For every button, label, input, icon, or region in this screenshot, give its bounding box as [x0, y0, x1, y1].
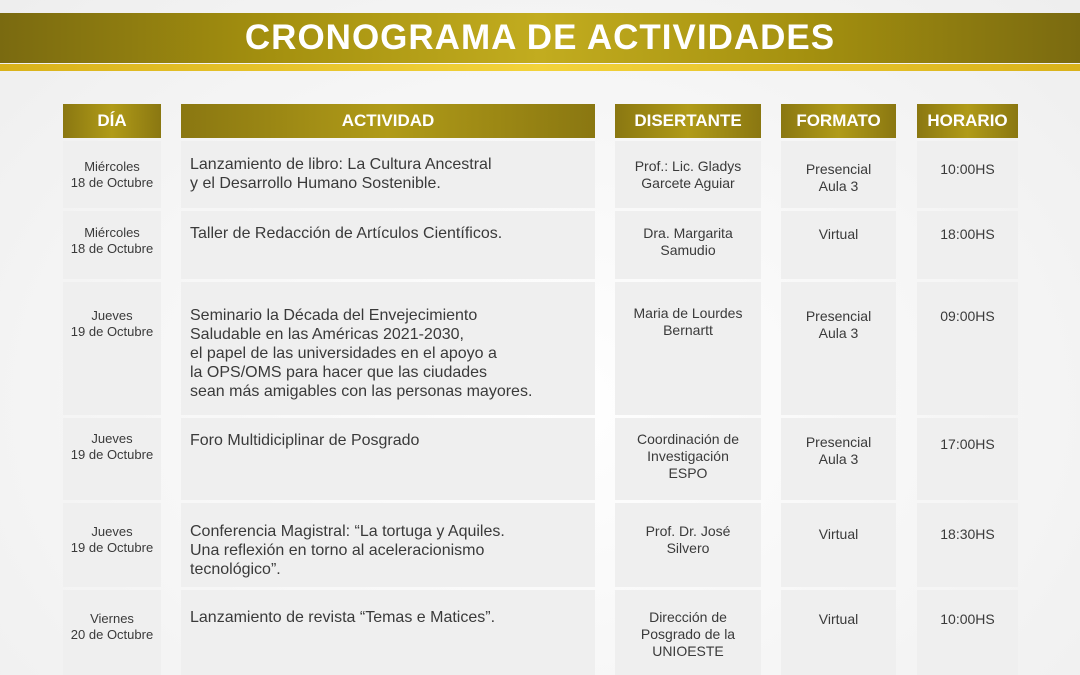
time-cell: [917, 418, 1018, 500]
format-line: Aula 3: [818, 325, 859, 341]
speaker-line: Investigación: [647, 448, 729, 464]
day-date: 19 de Octubre: [70, 324, 154, 339]
speaker-cell: [615, 282, 761, 415]
page-title: CRONOGRAMA DE ACTIVIDADES: [244, 18, 836, 57]
time-value: 18:30HS: [940, 526, 995, 542]
day-cell: [63, 141, 161, 208]
speaker-line: Bernartt: [663, 322, 713, 338]
day-date: 20 de Octubre: [70, 627, 154, 642]
format-line: Virtual: [818, 526, 859, 542]
header-day: DÍA: [63, 104, 161, 138]
day-date: 19 de Octubre: [70, 447, 154, 462]
header-speaker: DISERTANTE: [615, 104, 761, 138]
day-weekday: Viernes: [90, 611, 134, 626]
format-line: Aula 3: [818, 178, 859, 194]
accent-line: [0, 64, 1080, 71]
format-cell: [781, 503, 896, 587]
format-line: Presencial: [805, 308, 872, 324]
time-cell: [917, 590, 1018, 675]
time-cell: [917, 282, 1018, 415]
activity-line: Conferencia Magistral: “La tortuga y Aquiles.: [190, 523, 505, 540]
time-value: 10:00HS: [940, 611, 995, 627]
speaker-cell: [615, 418, 761, 500]
time-value: 18:00HS: [940, 226, 995, 242]
activity-line: y el Desarrollo Humano Sostenible.: [190, 175, 441, 192]
format-line: Presencial: [805, 434, 872, 450]
format-line: Aula 3: [818, 451, 859, 467]
speaker-line: Prof.: Lic. Gladys: [634, 158, 742, 174]
speaker-line: Maria de Lourdes: [633, 305, 743, 321]
format-line: Virtual: [818, 226, 859, 242]
day-weekday: Jueves: [91, 431, 133, 446]
activity-cell: [181, 282, 595, 415]
activity-line: Foro Multidiciplinar de Posgrado: [190, 432, 420, 449]
header-format: FORMATO: [781, 104, 896, 138]
day-date: 18 de Octubre: [70, 241, 154, 256]
time-value: 17:00HS: [940, 436, 995, 452]
speaker-cell: [615, 211, 761, 279]
activity-line: Lanzamiento de libro: La Cultura Ancestral: [190, 156, 492, 173]
activity-cell: [181, 141, 595, 208]
speaker-line: ESPO: [668, 465, 708, 481]
speaker-line: Silvero: [666, 540, 710, 556]
speaker-cell: [615, 503, 761, 587]
activity-cell: [181, 590, 595, 675]
day-cell: [63, 503, 161, 587]
day-cell: [63, 418, 161, 500]
format-cell: [781, 141, 896, 208]
activity-line: Seminario la Década del Envejecimiento: [190, 307, 478, 324]
activity-line: Lanzamiento de revista “Temas e Matices”.: [190, 609, 496, 626]
day-weekday: Miércoles: [84, 159, 140, 174]
speaker-line: Dirección de: [649, 609, 727, 625]
speaker-line: Prof. Dr. José: [645, 523, 731, 539]
format-line: Virtual: [818, 611, 859, 627]
format-cell: [781, 418, 896, 500]
day-cell: [63, 590, 161, 675]
format-line: Presencial: [805, 161, 872, 177]
speaker-line: Posgrado de la: [640, 626, 736, 642]
activity-line: la OPS/OMS para hacer que las ciudades: [190, 364, 488, 381]
speaker-cell: [615, 141, 761, 208]
day-weekday: Miércoles: [84, 225, 140, 240]
speaker-line: Dra. Margarita: [643, 225, 733, 241]
activity-line: Taller de Redacción de Artículos Científicos.: [190, 225, 503, 242]
activity-line: Saludable en las Américas 2021-2030,: [190, 326, 464, 343]
activity-line: Una reflexión en torno al aceleracionismo: [190, 542, 485, 559]
activity-cell: [181, 503, 595, 587]
header-time: HORARIO: [917, 104, 1018, 138]
day-cell: [63, 211, 161, 279]
speaker-line: Samudio: [660, 242, 716, 258]
format-cell: [781, 590, 896, 675]
speaker-line: Coordinación de: [637, 431, 739, 447]
format-cell: [781, 282, 896, 415]
day-weekday: Jueves: [91, 308, 133, 323]
time-value: 10:00HS: [940, 161, 995, 177]
activity-line: sean más amigables con las personas mayores.: [190, 383, 533, 400]
time-cell: [917, 211, 1018, 279]
activity-line: el papel de las universidades en el apoyo a: [190, 345, 497, 362]
activity-line: tecnológico”.: [190, 561, 281, 578]
speaker-line: Garcete Aguiar: [641, 175, 735, 191]
title-banner: [0, 13, 1080, 63]
activity-cell: [181, 211, 595, 279]
time-cell: [917, 503, 1018, 587]
day-date: 18 de Octubre: [70, 175, 154, 190]
day-weekday: Jueves: [91, 524, 133, 539]
time-value: 09:00HS: [940, 308, 995, 324]
header-activity: ACTIVIDAD: [181, 104, 595, 138]
format-cell: [781, 211, 896, 279]
activity-cell: [181, 418, 595, 500]
day-cell: [63, 282, 161, 415]
speaker-line: UNIOESTE: [652, 643, 724, 659]
day-date: 19 de Octubre: [70, 540, 154, 555]
speaker-cell: [615, 590, 761, 675]
time-cell: [917, 141, 1018, 208]
